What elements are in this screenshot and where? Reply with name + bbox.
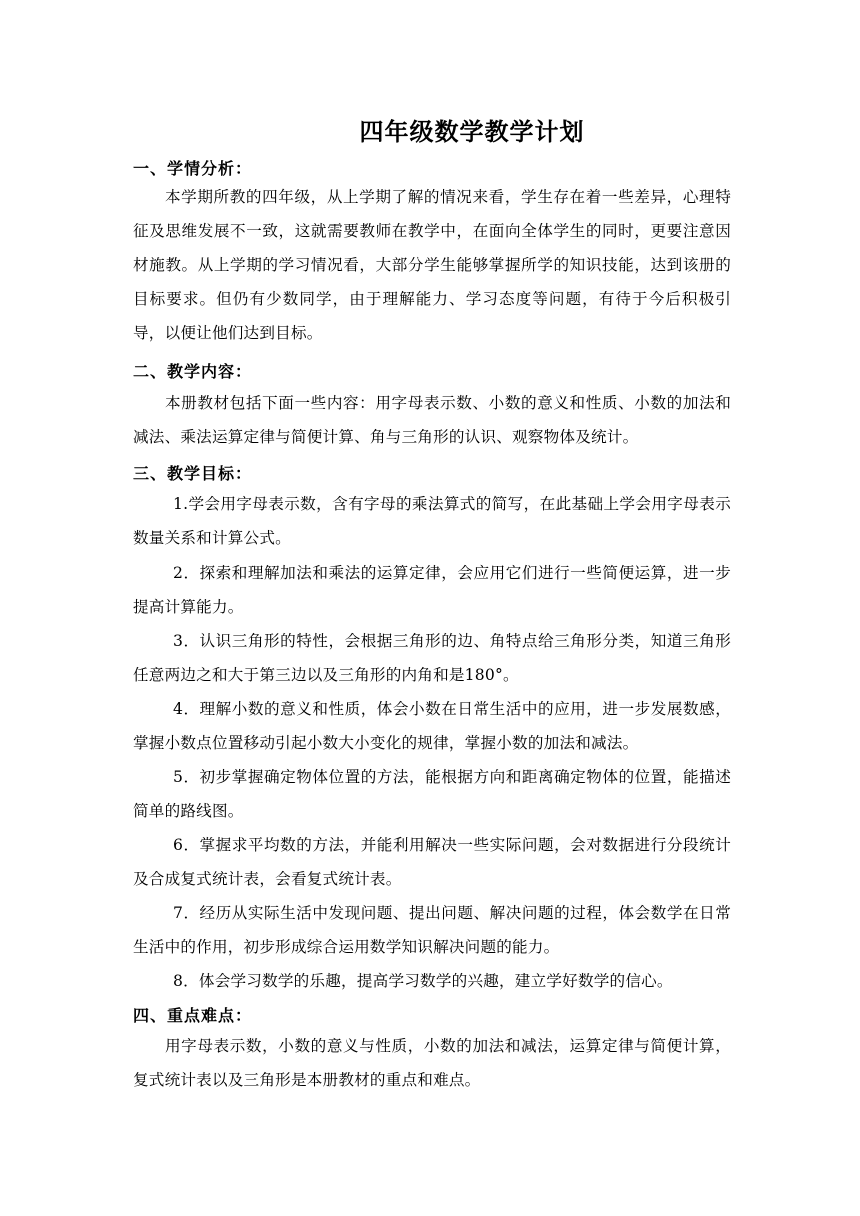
paragraph-content: 本册教材包括下面一些内容：用字母表示数、小数的意义和性质、小数的加法和减法、乘法运算定律与简便计算、角与三角形的认识、观察物体及统计。	[133, 394, 731, 446]
goal-item-3: 3．认识三角形的特性，会根据三角形的边、角特点给三角形分类，知道三角形任意两边之和大于第三边以及三角形的内角和是180°。	[133, 632, 731, 684]
goal-item-5: 5．初步掌握确定物体位置的方法，能根据方向和距离确定物体的位置，能描述简单的路线图。	[133, 768, 731, 820]
section-heading-analysis: 一、学情分析：	[133, 159, 253, 178]
section-heading-goals: 三、教学目标：	[133, 464, 253, 483]
goal-item-8: 8．体会学习数学的乐趣，提高学习数学的兴趣，建立学好数学的信心。	[173, 972, 673, 990]
section-heading-key-points: 四、重点难点：	[133, 1006, 253, 1025]
section-heading-content: 二、教学内容：	[133, 362, 253, 381]
paragraph-analysis: 本学期所教的四年级，从上学期了解的情况来看，学生存在着一些差异，心理特征及思维发展不一致，这就需要教师在教学中，在面向全体学生的同时，更要注意因材施教。从上学期的学习情况看，大部分学生能够掌握所学的知识技能，达到该册的目标要求。但仍有少数同学，由于理解能力、学习态度等问题，有待于今后积极引导，以便让他们达到目标。	[133, 188, 731, 342]
document-title: 四年级数学教学计划	[359, 117, 585, 146]
paragraph-key-points: 用字母表示数，小数的意义与性质，小数的加法和减法，运算定律与简便计算，复式统计表以及三角形是本册教材的重点和难点。	[133, 1037, 731, 1089]
goal-item-2: 2．探索和理解加法和乘法的运算定律，会应用它们进行一些简便运算，进一步提高计算能力。	[133, 564, 731, 616]
goal-item-7: 7．经历从实际生活中发现问题、提出问题、解决问题的过程，体会数学在日常生活中的作用，初步形成综合运用数学知识解决问题的能力。	[133, 904, 731, 956]
goal-item-1: 1.学会用字母表示数，含有字母的乘法算式的简写，在此基础上学会用字母表示数量关系和计算公式。	[133, 495, 731, 547]
goal-item-4: 4．理解小数的意义和性质，体会小数在日常生活中的应用，进一步发展数感，掌握小数点位置移动引起小数大小变化的规律，掌握小数的加法和减法。	[133, 700, 731, 752]
goal-item-6: 6．掌握求平均数的方法，并能利用解决一些实际问题，会对数据进行分段统计及合成复式统计表，会看复式统计表。	[133, 836, 731, 888]
